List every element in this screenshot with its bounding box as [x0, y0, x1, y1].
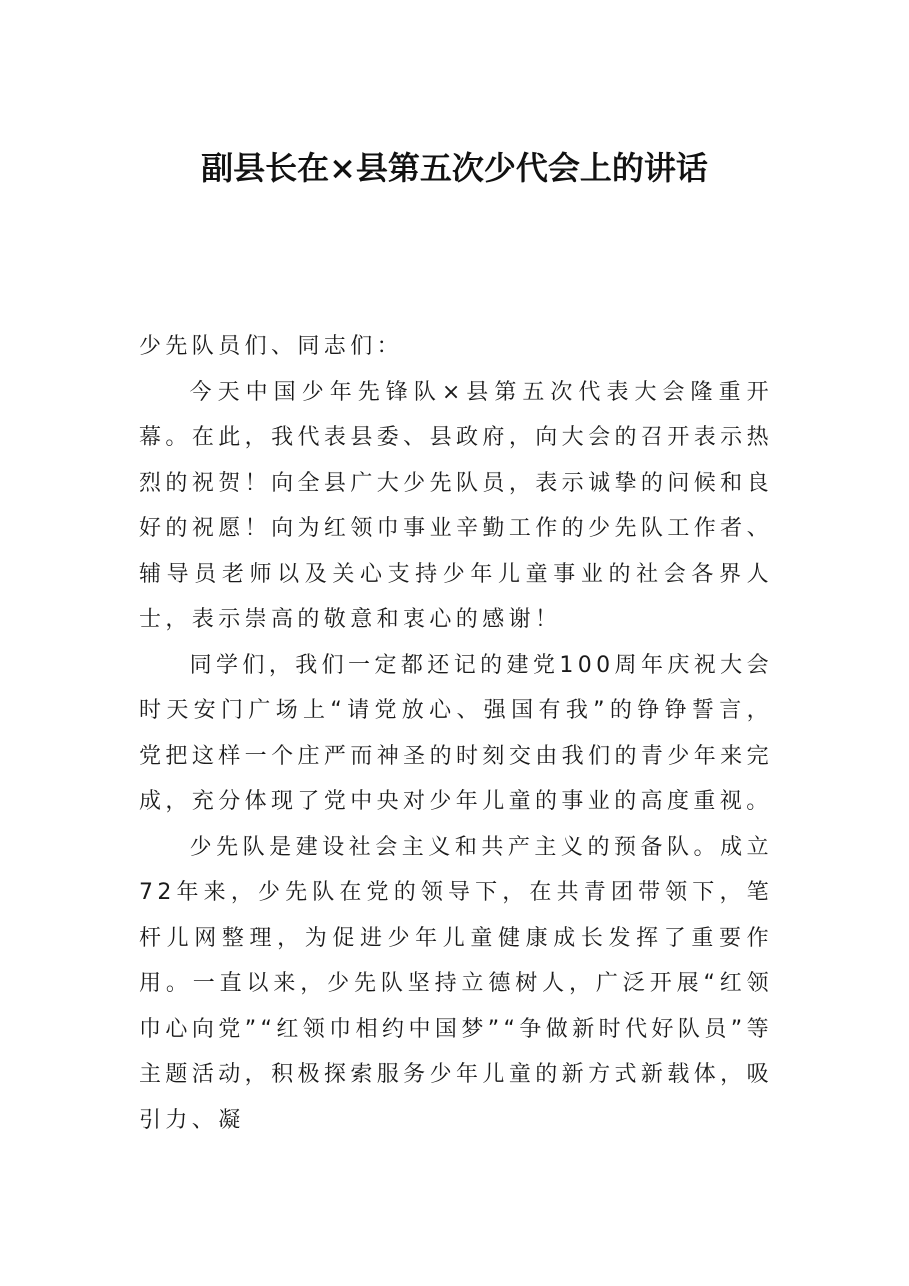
salutation: 少先队员们、同志们： — [139, 334, 404, 359]
paragraph: 少先队是建设社会主义和共产主义的预备队。成立72年来，少先队在党的领导下，在共青团带领下，笔杆儿网整理，为促进少年儿童健康成长发挥了重要作用。一直以来，少先队坚持立德树人，广泛开展“红领巾心向党”“红领巾相约中国梦”“争做新时代好队员”等主题活动，积极探索服务少年儿童的新方式新载体，吸引力、凝 — [139, 834, 773, 1133]
document-body — [139, 324, 773, 1143]
document-title: 副县长在×县第五次少代会上的讲话 — [201, 149, 708, 187]
paragraph: 同学们，我们一定都还记的建党100周年庆祝大会时天安门广场上“请党放心、强国有我”的铮铮誓言，党把这样一个庄严而神圣的时刻交由我们的青少年来完成，充分体现了党中央对少年儿童的事业的高度重视。 — [139, 652, 773, 814]
paragraph: 今天中国少年先锋队×县第五次代表大会隆重开幕。在此，我代表县委、县政府，向大会的召开表示热烈的祝贺！向全县广大少先队员，表示诚挚的问候和良好的祝愿！向为红领巾事业辛勤工作的少先队工作者、辅导员老师以及关心支持少年儿童事业的社会各界人士，表示崇高的敬意和衷心的感谢！ — [139, 379, 773, 632]
